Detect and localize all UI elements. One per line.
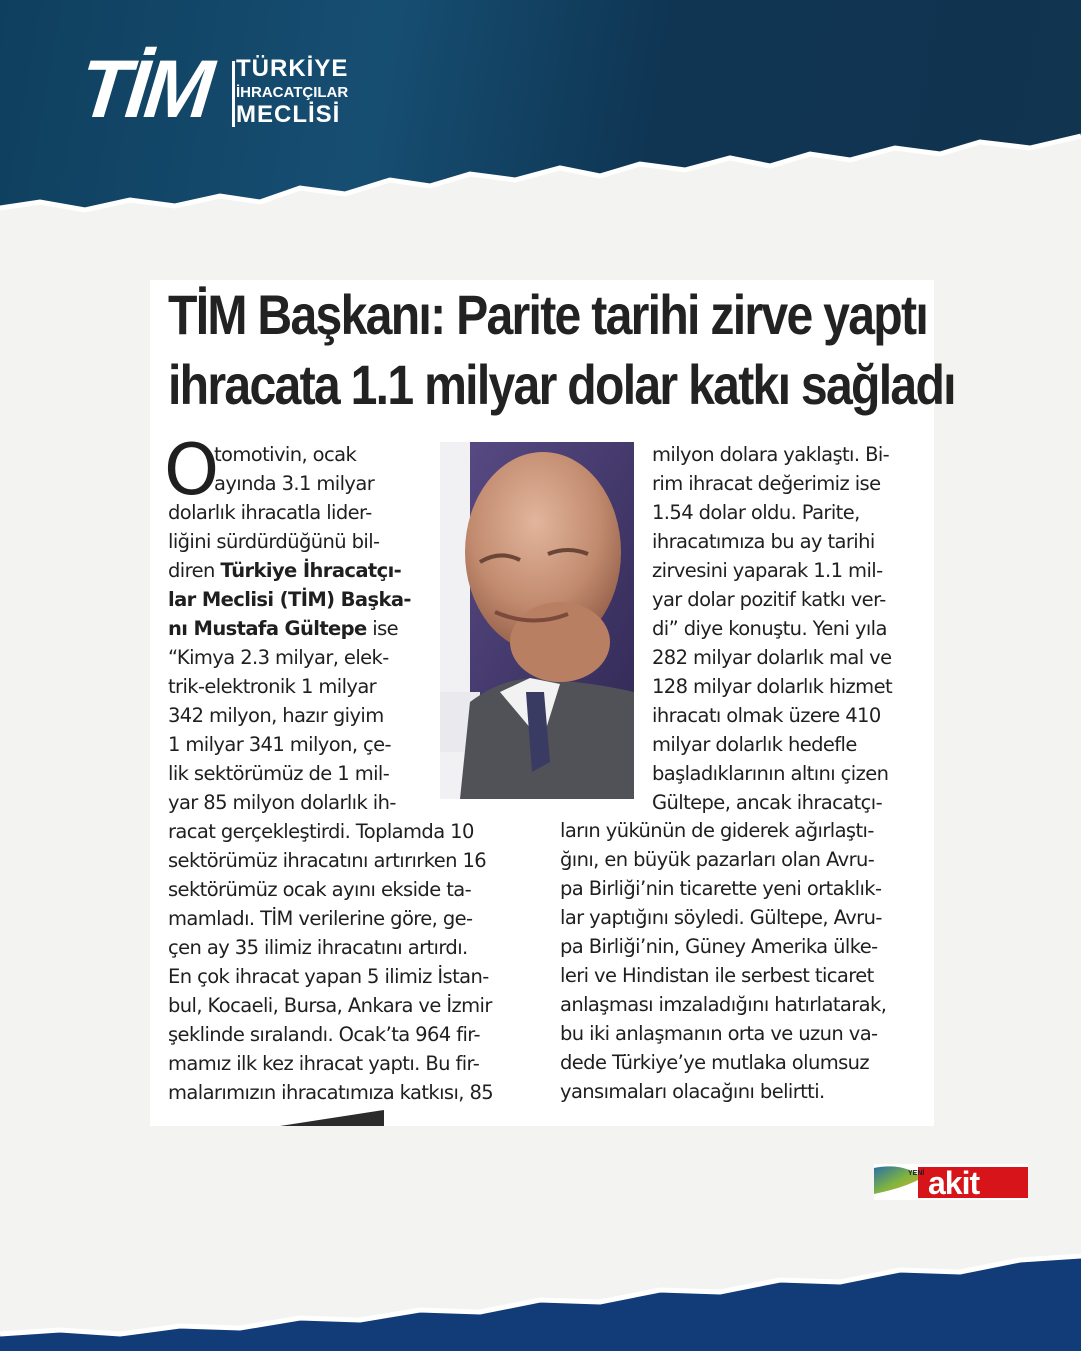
- article-line: ğını, en büyük pazarları olan Avru-: [560, 848, 875, 871]
- tim-logo-mark: TİM: [75, 44, 215, 135]
- akit-logo-small-text: YENİ: [908, 1170, 925, 1177]
- article-line: ihracatı olmak üzere 410: [652, 704, 881, 727]
- article-line: başladıklarının altını çizen: [652, 762, 889, 785]
- article-line: zirvesini yaparak 1.1 mil-: [652, 559, 883, 582]
- article-line: yar dolar pozitif katkı ver-: [652, 588, 886, 611]
- article-line: lar yaptığını söyledi. Gültepe, Avru-: [560, 906, 882, 929]
- article-line: ihracatımıza bu ay tarihi: [652, 530, 875, 553]
- article-line: bu iki anlaşmanın orta ve uzun va-: [560, 1022, 878, 1045]
- article-line: çen ay 35 ilimiz ihracatını artırdı.: [168, 936, 468, 959]
- article-line: milyar dolarlık hedefle: [652, 733, 857, 756]
- article-line: mamladı. TİM verilerine göre, ge-: [168, 907, 473, 930]
- akit-logo-text: akit: [928, 1165, 980, 1200]
- article-line: mamız ilk kez ihracat yaptı. Bu fir-: [168, 1052, 480, 1075]
- article-line: milyon dolara yaklaştı. Bi-: [652, 443, 890, 466]
- article-line: malarımızın ihracatımıza katkısı, 85: [168, 1081, 494, 1104]
- portrait-photo: [440, 442, 634, 799]
- headline: [168, 280, 955, 420]
- akit-logo-graphic: [874, 1164, 1028, 1200]
- tim-logo: [75, 44, 380, 135]
- article-line: 282 milyar dolarlık mal ve: [652, 646, 892, 669]
- article-line: şeklinde sıralandı. Ocak’ta 964 fir-: [168, 1023, 480, 1046]
- article-line: pa Birliği’nin, Güney Amerika ülke-: [560, 935, 878, 958]
- tim-logo-line1: TÜRKİYE: [236, 55, 349, 82]
- tim-logo-text: [236, 57, 348, 127]
- article-bottom-right-column: [560, 816, 920, 1106]
- article-line: ların yükünün de giderek ağırlaştı-: [560, 819, 874, 842]
- article-line: nı Mustafa Gültepe ise: [168, 617, 399, 640]
- article-line: yar 85 milyon dolarlık ih-: [168, 791, 396, 814]
- article-line: 1 milyar 341 milyon, çe-: [168, 733, 391, 756]
- article-line: anlaşması imzaladığını hatırlatarak,: [560, 993, 887, 1016]
- article-line: tomotivin, ocak: [214, 443, 357, 466]
- article-line: En çok ihracat yapan 5 ilimiz İstan-: [168, 965, 489, 988]
- drop-cap: O: [164, 429, 220, 511]
- article-line: bul, Kocaeli, Bursa, Ankara ve İzmir: [168, 994, 492, 1017]
- article-right-column: [652, 440, 922, 817]
- article-line: lik sektörümüz de 1 mil-: [168, 762, 390, 785]
- article-line: sektörümüz ihracatını artırırken 16: [168, 849, 487, 872]
- article-line: leri ve Hindistan ile serbest ticaret: [560, 964, 874, 987]
- article-line: ayında 3.1 milyar: [214, 472, 375, 495]
- headline-line1: TİM Başkanı: Parite tarihi zirve yaptı: [168, 283, 927, 346]
- clipping-bottom-fragment: [280, 1110, 384, 1126]
- torn-paper-top-edge: [0, 130, 1081, 250]
- newspaper-clipping: [150, 280, 955, 1126]
- headline-line2: ihracata 1.1 milyar dolar katkı sağladı: [168, 353, 955, 416]
- article-line: diren Türkiye İhracatçı-: [168, 559, 402, 582]
- article-line: dolarlık ihracatla lider-: [168, 501, 372, 524]
- article-line: di” diye konuştu. Yeni yıla: [652, 617, 887, 640]
- tim-logo-line2: İHRACATÇILAR: [236, 84, 349, 101]
- article-line: “Kimya 2.3 milyar, elek-: [168, 646, 389, 669]
- akit-logo: [874, 1164, 1028, 1200]
- article-line: 128 milyar dolarlık hizmet: [652, 675, 893, 698]
- article-line: racat gerçekleştirdi. Toplamda 10: [168, 820, 474, 843]
- tim-logo-divider: [232, 61, 235, 127]
- article-line: dede Türkiye’ye mutlaka olumsuz: [560, 1051, 870, 1074]
- article-line: yansımaları olacağını belirtti.: [560, 1080, 825, 1103]
- article-line: Gültepe, ancak ihracatçı-: [652, 791, 883, 814]
- torn-paper-bottom-edge: [0, 1230, 1081, 1351]
- portrait-illustration: [440, 442, 634, 799]
- article-line: rim ihracat değerimiz ise: [652, 472, 881, 495]
- article-line: lar Meclisi (TİM) Başka-: [168, 588, 411, 611]
- article-line: trik-elektronik 1 milyar: [168, 675, 377, 698]
- article-line: liğini sürdürdüğünü bil-: [168, 530, 380, 553]
- article-line: pa Birliği’nin ticarette yeni ortaklık-: [560, 877, 882, 900]
- article-line: sektörümüz ocak ayını ekside ta-: [168, 878, 472, 901]
- article-line: 1.54 dolar oldu. Parite,: [652, 501, 860, 524]
- article-line: 342 milyon, hazır giyim: [168, 704, 384, 727]
- tim-logo-line3: MECLİSİ: [236, 101, 341, 128]
